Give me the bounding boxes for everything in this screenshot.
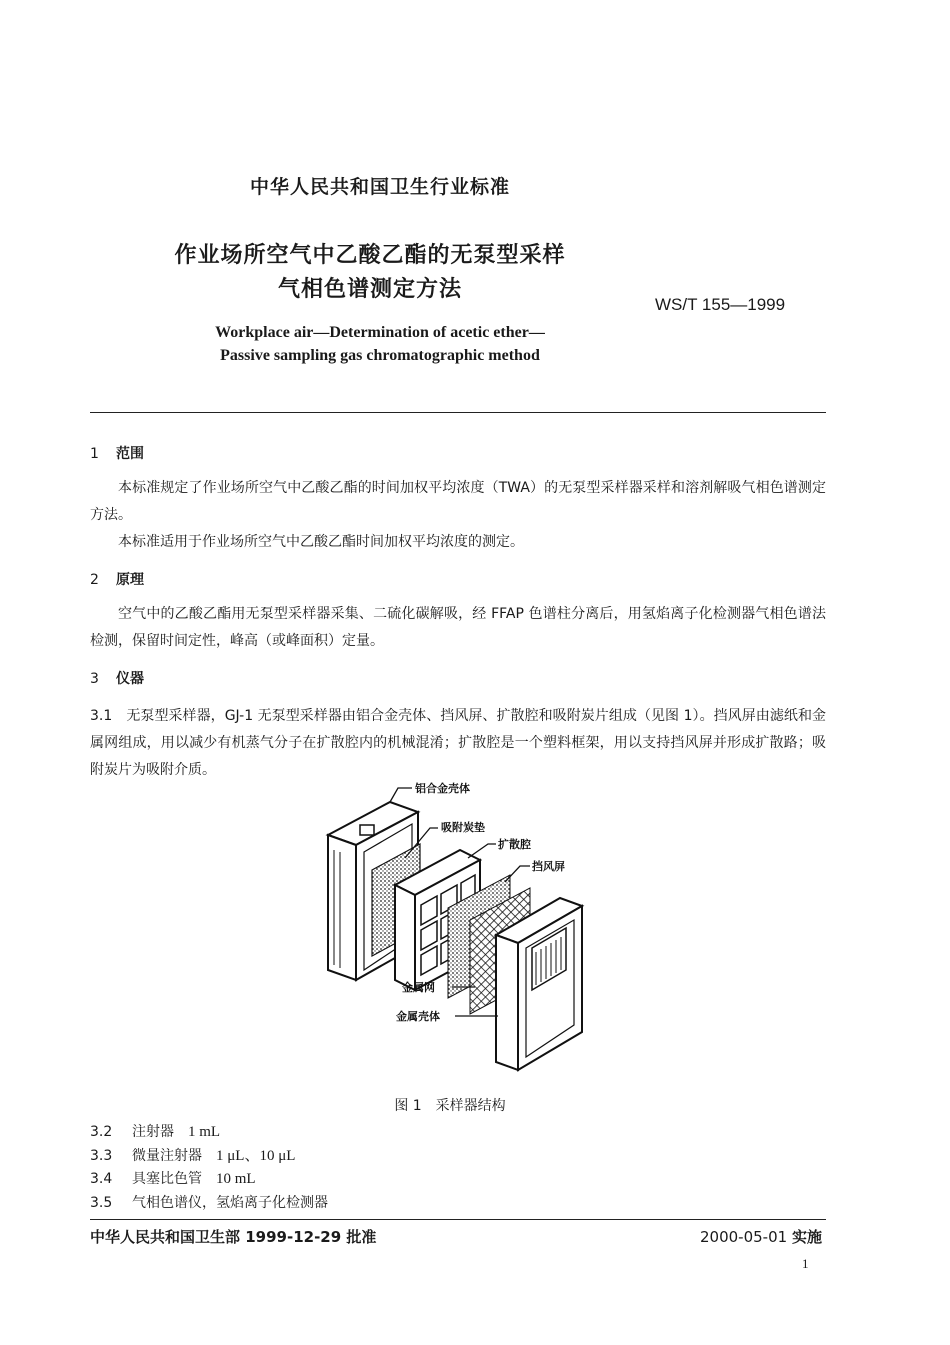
label-diffusion-chamber: 扩散腔 [498, 838, 531, 851]
sampler-structure-figure [320, 780, 620, 1075]
effective-line [700, 1226, 822, 1247]
effective-word: 实施 [791, 1228, 822, 1246]
title-line-1: 作业场所空气中乙酸乙酯的无泵型采样 [174, 243, 566, 268]
effective-date: 2000-05-01 [700, 1228, 788, 1246]
scope-paragraph-2: 本标准适用于作业场所空气中乙酸乙酯时间加权平均浓度的测定。 [118, 534, 524, 550]
page-number: 1 [802, 1256, 809, 1271]
item-name: 气相色谱仪，氢焰离子化检测器 [132, 1195, 328, 1211]
section-number: 1 [90, 446, 99, 462]
label-metal-mesh: 金属网 [402, 981, 435, 994]
principle-paragraph: 空气中的乙酸乙酯用无泵型采样器采集、二硫化碳解吸，经 FFAP 色谱柱分离后，用氢焰离子化检测器气相色谱法检测，保留时间定性，峰高（或峰面积）定量。 [90, 606, 826, 649]
instrument-item [90, 1121, 220, 1141]
item-value: 1 μL、10 μL [216, 1148, 296, 1164]
section-3-heading [90, 668, 144, 688]
label-aluminum-shell: 铝合金壳体 [415, 782, 470, 795]
item-3-1-paragraph: 3.1 无泵型采样器，GJ-1 无泵型采样器由铝合金壳体、挡风屏、扩散腔和吸附炭片组成（见图 1）。挡风屏由滤纸和金属网组成，用以减少有机蒸气分子在扩散腔内的机械混淆；扩散腔是一个塑料框架，用以支持挡风屏并形成扩散路；吸附炭片为吸附介质。 [90, 708, 826, 778]
approval-line: 中华人民共和国卫生部 1999-12-29 批准 [90, 1228, 377, 1246]
instrument-item [90, 1144, 295, 1165]
header-divider [90, 412, 826, 413]
scope-paragraph-1: 本标准规定了作业场所空气中乙酸乙酯的时间加权平均浓度（TWA）的无泵型采样器采样和溶剂解吸气相色谱测定方法。 [90, 480, 826, 523]
section-number: 3 [90, 671, 99, 687]
section-title: 原理 [116, 572, 144, 588]
instrument-item [90, 1192, 328, 1212]
figure-caption [0, 1095, 900, 1115]
footer-divider [90, 1219, 826, 1220]
item-number: 3.5 [90, 1195, 113, 1211]
item-number: 3.3 [90, 1148, 113, 1164]
standard-type: 中华人民共和国卫生行业标准 [249, 176, 510, 198]
instrument-item [90, 1168, 256, 1188]
title-line-2: 气相色谱测定方法 [277, 277, 462, 302]
label-wind-screen: 挡风屏 [532, 860, 565, 873]
item-name: 注射器 [132, 1124, 174, 1140]
section-title: 仪器 [116, 671, 144, 687]
section-title: 范围 [116, 446, 144, 462]
item-name: 微量注射器 [132, 1148, 202, 1164]
section-1-heading [90, 443, 144, 463]
item-number: 3.2 [90, 1124, 113, 1140]
standard-code: WS/T 155—1999 [655, 295, 786, 314]
section-2-heading [90, 569, 144, 589]
item-value: 10 mL [216, 1171, 256, 1187]
figure-number: 图 1 [394, 1098, 422, 1114]
item-value: 1 mL [188, 1124, 221, 1140]
label-carbon-pad: 吸附炭垫 [441, 821, 485, 834]
item-number: 3.4 [90, 1171, 113, 1187]
english-title-1: Workplace air—Determination of acetic ether— [215, 324, 545, 341]
item-name: 具塞比色管 [132, 1171, 202, 1187]
figure-caption-text: 采样器结构 [435, 1098, 506, 1114]
section-number: 2 [90, 572, 99, 588]
english-title-2: Passive sampling gas chromatographic method [220, 347, 540, 364]
label-metal-shell: 金属壳体 [396, 1010, 440, 1023]
